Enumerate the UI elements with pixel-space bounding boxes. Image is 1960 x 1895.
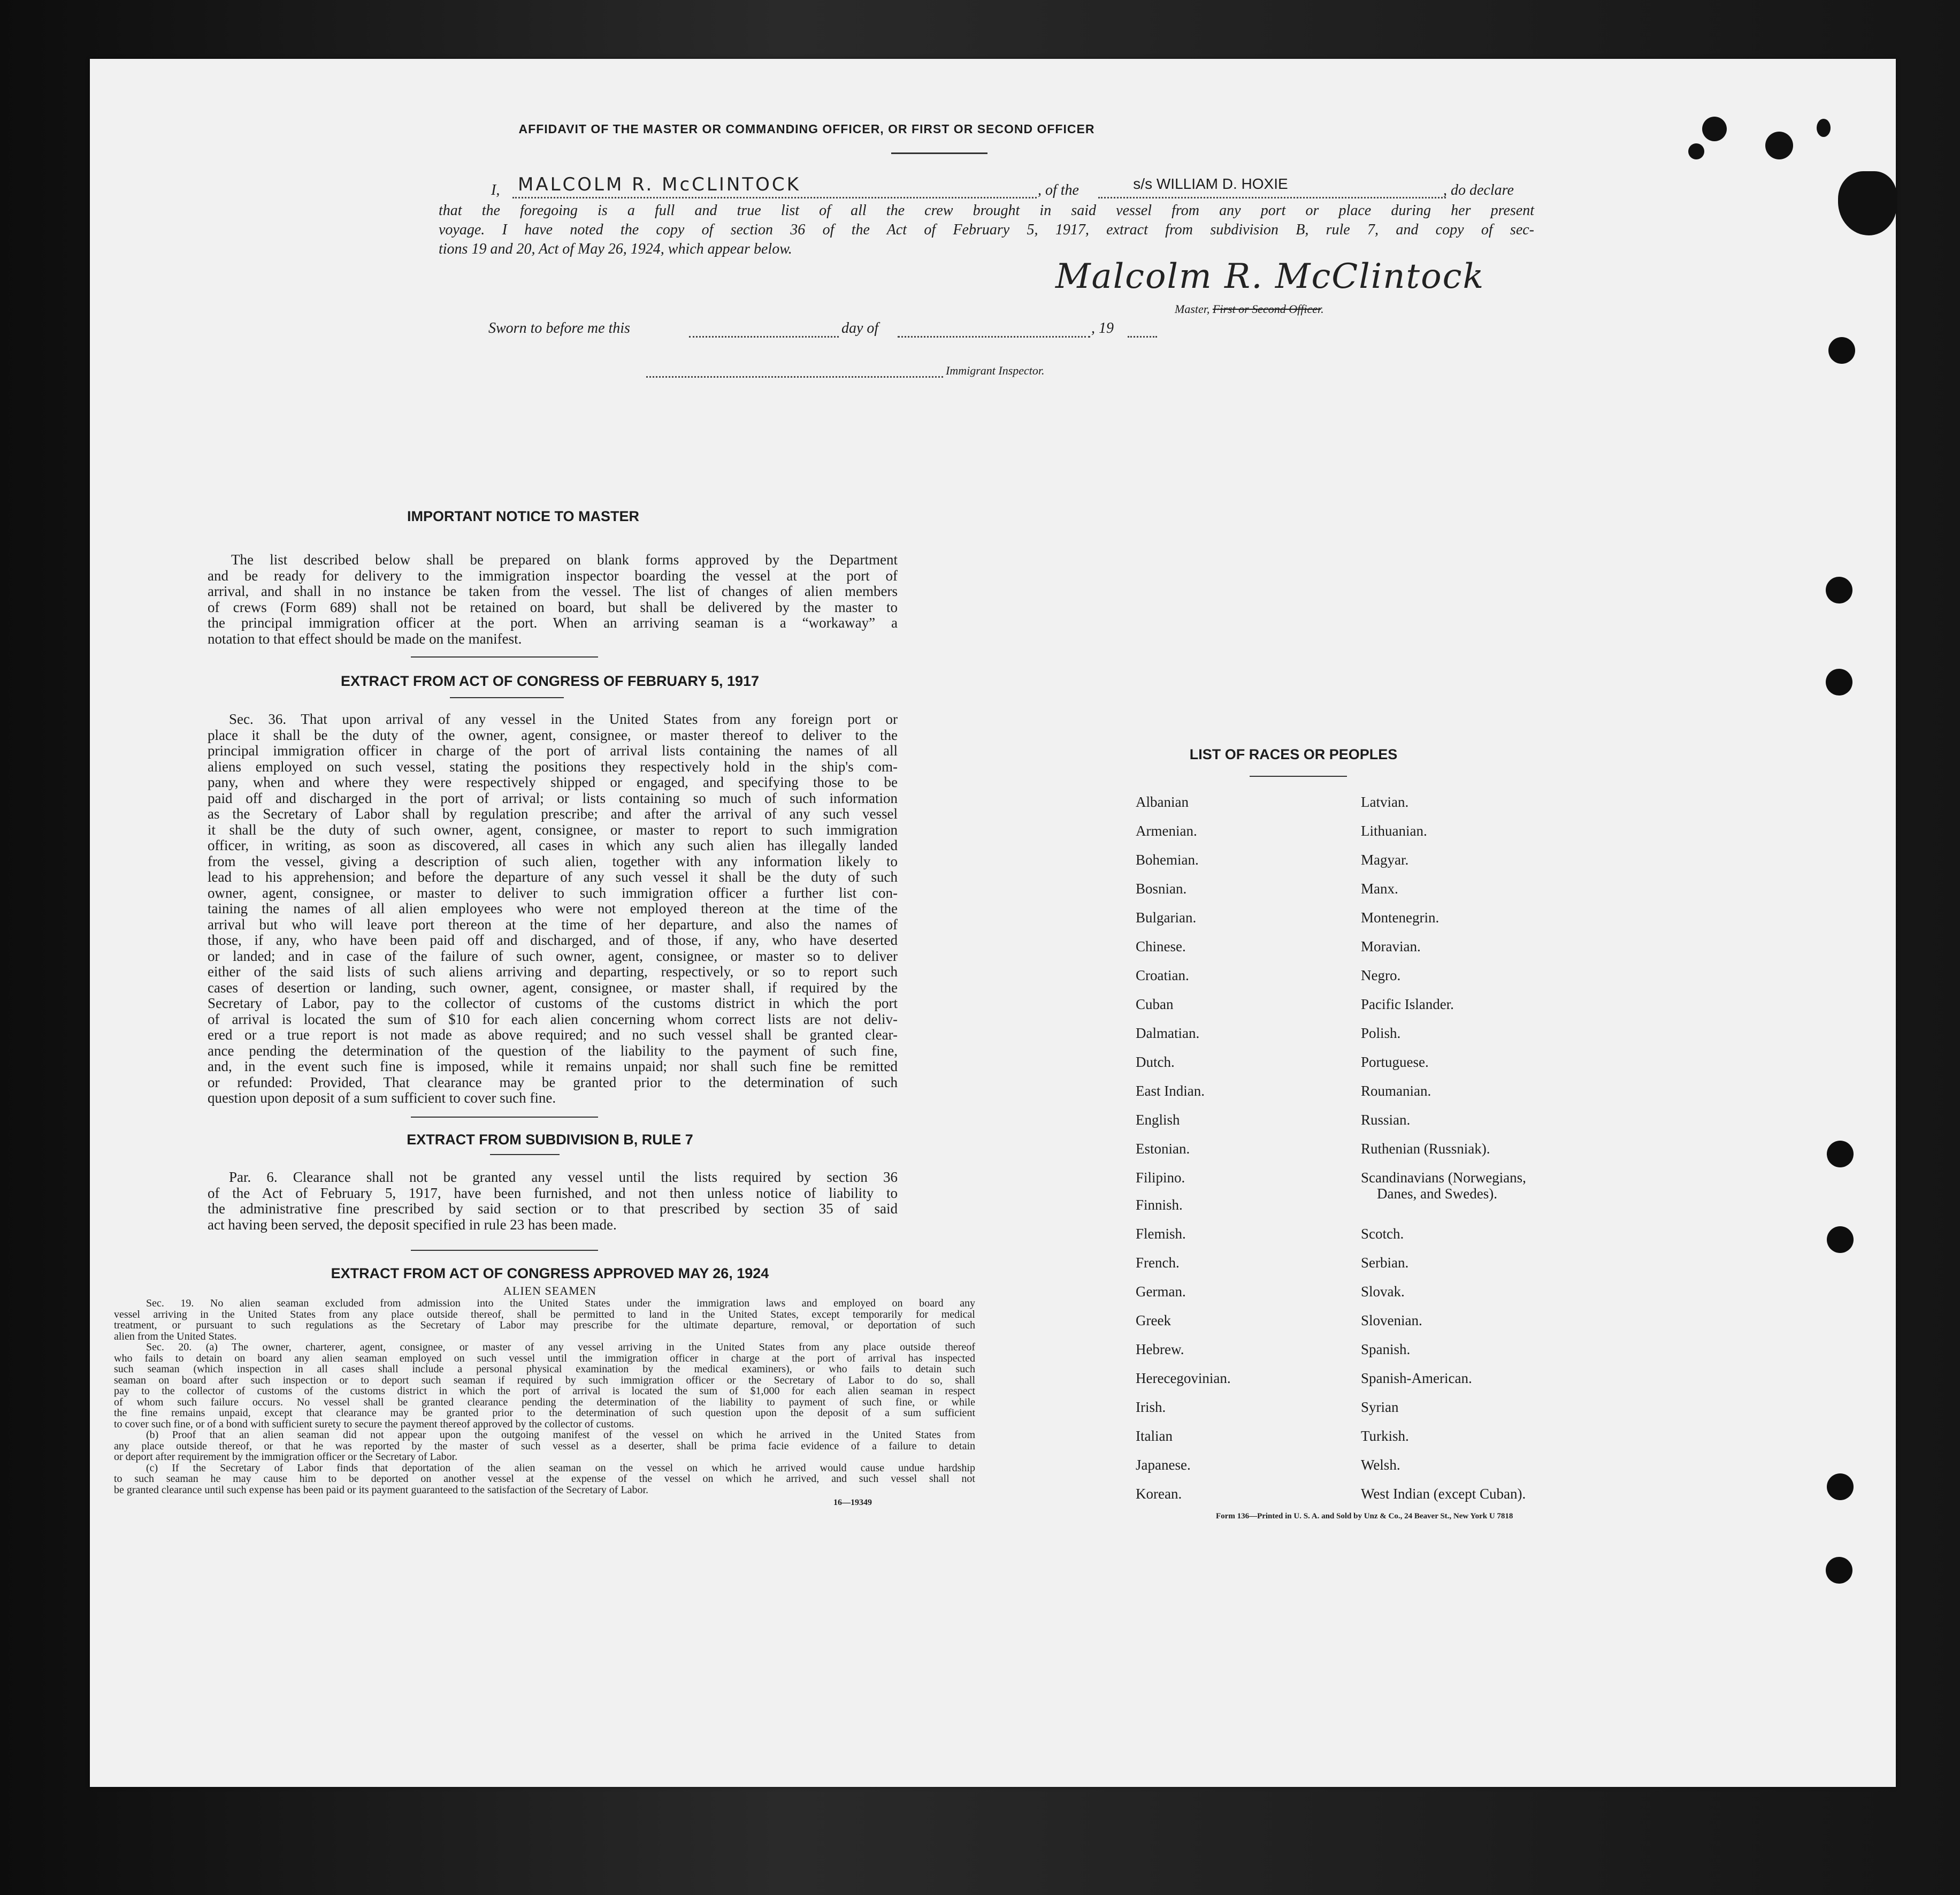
race-left: Japanese. (1136, 1457, 1191, 1473)
sec36-line: or refunded: Provided, That clearance may be granted prior to the determination of such (208, 1074, 898, 1090)
race-right: Slovenian. (1361, 1312, 1422, 1328)
race-right: Montenegrin. (1361, 910, 1440, 926)
title-divider (891, 152, 987, 154)
printer-footer: Form 136—Printed in U. S. A. and Sold by Unz & Co., 24 Beaver St., New York U 7818 (1216, 1512, 1513, 1520)
sworn-day-line (689, 336, 839, 338)
sec36-line: from the vessel, giving a description of such alien, together with any information likely to (208, 853, 898, 869)
sec19-20-line: any place outside thereof, or that he was reported by the master of such vessel as a deserter, shall be prima facie evidence of a failure to detain (114, 1440, 975, 1452)
race-right: Russian. (1361, 1112, 1411, 1128)
sec36-line: ance pending the determination of the question of the liability to the payment of such fine, (208, 1042, 898, 1059)
race-right: Ruthenian (Russniak). (1361, 1141, 1490, 1157)
extract-rule7-body (208, 1170, 898, 1233)
sec19-20-line: who fails to detain on board any alien seaman employed on such vessel until the immigration officer in charge at the port of arrival has inspected (114, 1352, 975, 1364)
sec36-line: of arrival is located the sum of $10 for each alien concerning whom correct lists are not deliv- (208, 1011, 898, 1027)
sec19-20-line: (b) Proof that an alien seaman did not appear upon the outgoing manifest of the vessel on which he arrived in the United States from (146, 1429, 975, 1441)
race-left: Dutch. (1136, 1054, 1175, 1070)
year-label: , 19 (1091, 320, 1114, 337)
master-signature: Malcolm R. McClintock (1055, 257, 1485, 296)
punch-hole (1828, 337, 1855, 364)
race-right: Spanish-American. (1361, 1370, 1472, 1386)
race-left: Italian (1136, 1428, 1173, 1444)
punch-hole (1826, 669, 1852, 696)
race-left: Greek (1136, 1312, 1171, 1328)
sec19-20-line: such seaman (which inspection in all cases shall include a personal physical examination by the medical examiners), or who fails to detain such (114, 1363, 975, 1375)
sec36-line: those, if any, who have been paid off and discharged, and of those, if any, who have deserted (208, 932, 898, 948)
i-label: I, (491, 182, 500, 198)
signature-caption (1175, 302, 1324, 316)
race-left: Cuban (1136, 996, 1174, 1012)
ink-blot (1765, 132, 1793, 159)
race-right: Danes, and Swedes). (1377, 1186, 1497, 1202)
sec36-line: taining the names of all alien employees who were not employed thereon at the time of the (208, 900, 898, 916)
sec19-20-line: or deport after requirement by the immigration officer or the Secretary of Labor. (114, 1451, 458, 1463)
sec36-line: aliens employed on such vessel, stating the positions they respectively hold in the ship's com- (208, 758, 898, 775)
sworn-month-line (898, 336, 1090, 338)
sec19-20-line: seaman on board after such inspection or to deport such seaman if required by such immigration officer or the Secretary of Labor to do so, shall (114, 1374, 975, 1386)
race-left: Albanian (1136, 794, 1189, 810)
extract-1924-subtitle: ALIEN SEAMEN (503, 1284, 596, 1297)
race-left: Estonian. (1136, 1141, 1190, 1157)
punch-hole (1827, 1141, 1854, 1167)
race-left: Hebrew. (1136, 1341, 1184, 1357)
notice-line: notation to that effect should be made on the manifest. (208, 630, 522, 647)
punch-hole (1827, 1473, 1854, 1500)
sec36-line: paid off and discharged in the port of arrival; or lists containing so much of such information (208, 790, 898, 806)
race-right: Pacific Islander. (1361, 996, 1454, 1012)
caption-struck-officer: First or Second Officer (1212, 302, 1321, 316)
race-right: Negro. (1361, 967, 1401, 983)
extract-rule7-rule (490, 1154, 560, 1155)
sec36-line: Secretary of Labor, pay to the collector of customs of the customs district in which the port (208, 995, 898, 1011)
sworn-year-line (1128, 336, 1157, 338)
races-title: LIST OF RACES OR PEOPLES (1189, 746, 1398, 762)
affidavit-title: AFFIDAVIT OF THE MASTER OR COMMANDING OFFICER, OR FIRST OR SECOND OFFICER (518, 122, 1095, 136)
affidavit-line-2: that the foregoing is a full and true list of all the crew brought in said vessel from any port or place during her present (439, 202, 1534, 219)
ink-blot (1838, 171, 1897, 235)
vessel-name: s/s WILLIAM D. HOXIE (1133, 175, 1288, 192)
race-left: Armenian. (1136, 823, 1197, 839)
par6-line: of the Act of February 5, 1917, have been furnished, and not then unless notice of liability to (208, 1185, 898, 1201)
race-right: Manx. (1361, 881, 1398, 897)
race-right: Lithuanian. (1361, 823, 1427, 839)
race-right: Slovak. (1361, 1283, 1405, 1300)
race-left: German. (1136, 1283, 1186, 1300)
notice-line: The list described below shall be prepared on blank forms approved by the Department (231, 552, 898, 568)
sec19-20-line: of whom such failure occurs. No vessel shall be granted clearance pending the determination of the liability to payment of such fine, or while (114, 1396, 975, 1408)
of-the-label: , of the (1038, 182, 1079, 198)
race-right: Turkish. (1361, 1428, 1409, 1444)
section-divider (411, 1117, 598, 1118)
caption-end: . (1321, 302, 1324, 316)
name-dotted-line (512, 197, 1037, 198)
sec19-20-line: pay to the collector of customs of the customs district in which the port of arrival is located the sum of $1,000 for each alien seaman in respect (114, 1385, 975, 1397)
vessel-dotted-line (1098, 197, 1446, 198)
inspector-line (646, 376, 943, 378)
sworn-label: Sworn to before me this (488, 320, 630, 337)
race-left: French. (1136, 1255, 1180, 1271)
sec19-20-line: be granted clearance until such expense has been paid or its payment guaranteed to the satisfaction of the Secretary of Labor. (114, 1484, 649, 1496)
sec36-line: or landed; and in case of the failure of such owner, agent, consignee, or master so to deliver (208, 948, 898, 964)
affidavit-line-3: voyage. I have noted the copy of section 36 of the Act of February 5, 1917, extract from subdivision B, rule 7, and copy of sec- (439, 221, 1534, 238)
notice-line: arrival, and shall in no instance be taken from the vessel. The list of changes of alien members (208, 583, 898, 599)
race-right: Magyar. (1361, 852, 1409, 868)
extract-1924-title: EXTRACT FROM ACT OF CONGRESS APPROVED MAY 26, 1924 (331, 1265, 769, 1281)
sec36-line: lead to his apprehension; and before the departure of any such vessel it shall be the duty of such (208, 869, 898, 885)
race-right: Serbian. (1361, 1255, 1409, 1271)
race-left: East Indian. (1136, 1083, 1205, 1099)
notice-line: and be ready for delivery to the immigration inspector boarding the vessel at the port of (208, 567, 898, 584)
race-left: Bulgarian. (1136, 910, 1197, 926)
race-right: Portuguese. (1361, 1054, 1429, 1070)
race-right: Welsh. (1361, 1457, 1400, 1473)
race-left: Filipino. (1136, 1170, 1185, 1186)
race-left: Bohemian. (1136, 852, 1199, 868)
race-left: Flemish. (1136, 1226, 1186, 1242)
ink-blot (1688, 143, 1704, 159)
day-of-label: day of (841, 320, 879, 337)
sec19-20-line: the fine remains unpaid, except that clearance may be granted prior to the determination of such question upon the deposit of a sum sufficient (114, 1407, 975, 1419)
section-divider (411, 1250, 598, 1251)
sec36-line: arrival but who will leave port thereon at the time of her departure, and also the names of (208, 916, 898, 933)
race-left: Herecegovinian. (1136, 1370, 1231, 1386)
race-left: Finnish. (1136, 1197, 1183, 1213)
sec19-20-line: to cover such fine, or of a bond with sufficient surety to secure the payment thereof approved by the collector of customs. (114, 1418, 634, 1430)
race-right: West Indian (except Cuban). (1361, 1486, 1526, 1502)
race-left: English (1136, 1112, 1180, 1128)
race-left: Dalmatian. (1136, 1025, 1200, 1041)
section-divider (411, 656, 598, 658)
race-left: Irish. (1136, 1399, 1166, 1415)
race-left: Bosnian. (1136, 881, 1187, 897)
sec19-20-line: vessel arriving in the United States from any place outside thereof, shall be permitted to land in the United States, except temporarily for medical (114, 1308, 975, 1320)
ink-blot (1702, 117, 1727, 141)
sec36-line: and, in the event such fine is imposed, while it remains unpaid; nor shall such fine be remitted (208, 1058, 898, 1074)
notice-body (208, 552, 898, 647)
extract-1917-rule (450, 697, 564, 698)
sec36-line: pany, when and where they were respectively shipped or engaged, and specifying those to be (208, 774, 898, 790)
race-right: Spanish. (1361, 1341, 1411, 1357)
race-right: Scotch. (1361, 1226, 1404, 1242)
do-declare-label: , do declare (1443, 182, 1514, 198)
punch-hole (1826, 1557, 1852, 1584)
race-right: Scandinavians (Norwegians, (1361, 1170, 1526, 1186)
ink-blot (1817, 119, 1831, 137)
extract-1917-title: EXTRACT FROM ACT OF CONGRESS OF FEBRUARY 5, 1917 (340, 673, 760, 689)
sec36-line: question upon deposit of a sum sufficient to cover such fine. (208, 1090, 556, 1106)
extract-1917-body (208, 712, 898, 1106)
inspector-label: Immigrant Inspector. (946, 364, 1045, 377)
par6-line: Par. 6. Clearance shall not be granted any vessel until the lists required by section 36 (229, 1169, 898, 1185)
sec19-20-line: Sec. 20. (a) The owner, charterer, agent, consignee, or master of any vessel arriving in the United States from any place outside thereof (146, 1341, 975, 1353)
sec36-line: Sec. 36. That upon arrival of any vessel in the United States from any foreign port or (229, 711, 898, 727)
extract-1924-body (114, 1298, 975, 1495)
sec36-line: either of the said lists of such aliens arriving and departing, respectively, or so to report such (208, 964, 898, 980)
race-left: Chinese. (1136, 938, 1186, 954)
race-right: Roumanian. (1361, 1083, 1431, 1099)
affidavit-line-4: tions 19 and 20, Act of May 26, 1924, which appear below. (439, 241, 792, 257)
races-rule (1250, 776, 1347, 777)
par6-line: the administrative fine prescribed by said section or to that prescribed by section 35 of said (208, 1201, 898, 1217)
par6-line: act having been served, the deposit specified in rule 23 has been made. (208, 1216, 617, 1233)
race-left: Korean. (1136, 1486, 1182, 1502)
race-right: Syrian (1361, 1399, 1399, 1415)
sec19-20-line: treatment, or pursuant to such regulations as the Secretary of Labor may prescribe for the ultimate departure, removal, or deportation of such (114, 1319, 975, 1331)
sec36-line: it shall be the duty of such owner, agent, consignee, or master to report to such immigration (208, 821, 898, 838)
sec36-line: as the Secretary of Labor shall by regulation prescribe; and after the arrival of any such vessel (208, 806, 898, 822)
notice-title: IMPORTANT NOTICE TO MASTER (407, 508, 639, 524)
notice-line: of crews (Form 689) shall not be retained on board, but shall be delivered by the master to (208, 599, 898, 615)
sec19-20-line: alien from the United States. (114, 1330, 237, 1342)
punch-hole (1827, 1226, 1854, 1253)
race-left: Croatian. (1136, 967, 1189, 983)
sec36-line: officer, in writing, as soon as discovered, all cases in which any such alien has illegally landed (208, 837, 898, 853)
sec19-20-line: to such seaman he may cause him to be deported on another vessel at the expense of the vessel on which he arrived, and such vessel shall not (114, 1473, 975, 1485)
race-right: Moravian. (1361, 938, 1421, 954)
sec36-line: owner, agent, consignee, or master to deliver to such immigration officer a further list con- (208, 884, 898, 901)
race-right: Latvian. (1361, 794, 1409, 810)
master-name-handwritten: MALCOLM R. McCLINTOCK (518, 174, 801, 195)
sec36-line: principal immigration officer in charge of the port of arrival lists containing the names of all (208, 743, 898, 759)
extract-rule7-title: EXTRACT FROM SUBDIVISION B, RULE 7 (407, 1132, 693, 1148)
sec36-line: ered or a true report is not made as above required; and no such vessel shall be granted clear- (208, 1027, 898, 1043)
sec36-line: place it shall be the duty of the owner, agent, consignee, or master thereof to deliver to the (208, 727, 898, 743)
race-right: Polish. (1361, 1025, 1401, 1041)
form-number: 16—19349 (833, 1498, 872, 1507)
sec36-line: cases of desertion or landing, such owner, agent, consignee, or master shall, if required by the (208, 979, 898, 996)
caption-master: Master, (1175, 302, 1210, 316)
sec19-20-line: (c) If the Secretary of Labor finds that deportation of the alien seaman on the vessel on which he arrived would cause undue hardship (146, 1462, 975, 1474)
manifest-page (90, 59, 1896, 1787)
punch-hole (1826, 577, 1852, 603)
notice-line: the principal immigration officer at the port. When an arriving seaman is a “workaway” a (208, 615, 898, 631)
sec19-20-line: Sec. 19. No alien seaman excluded from admission into the United States under the immigration laws and employed on board any (146, 1297, 975, 1309)
